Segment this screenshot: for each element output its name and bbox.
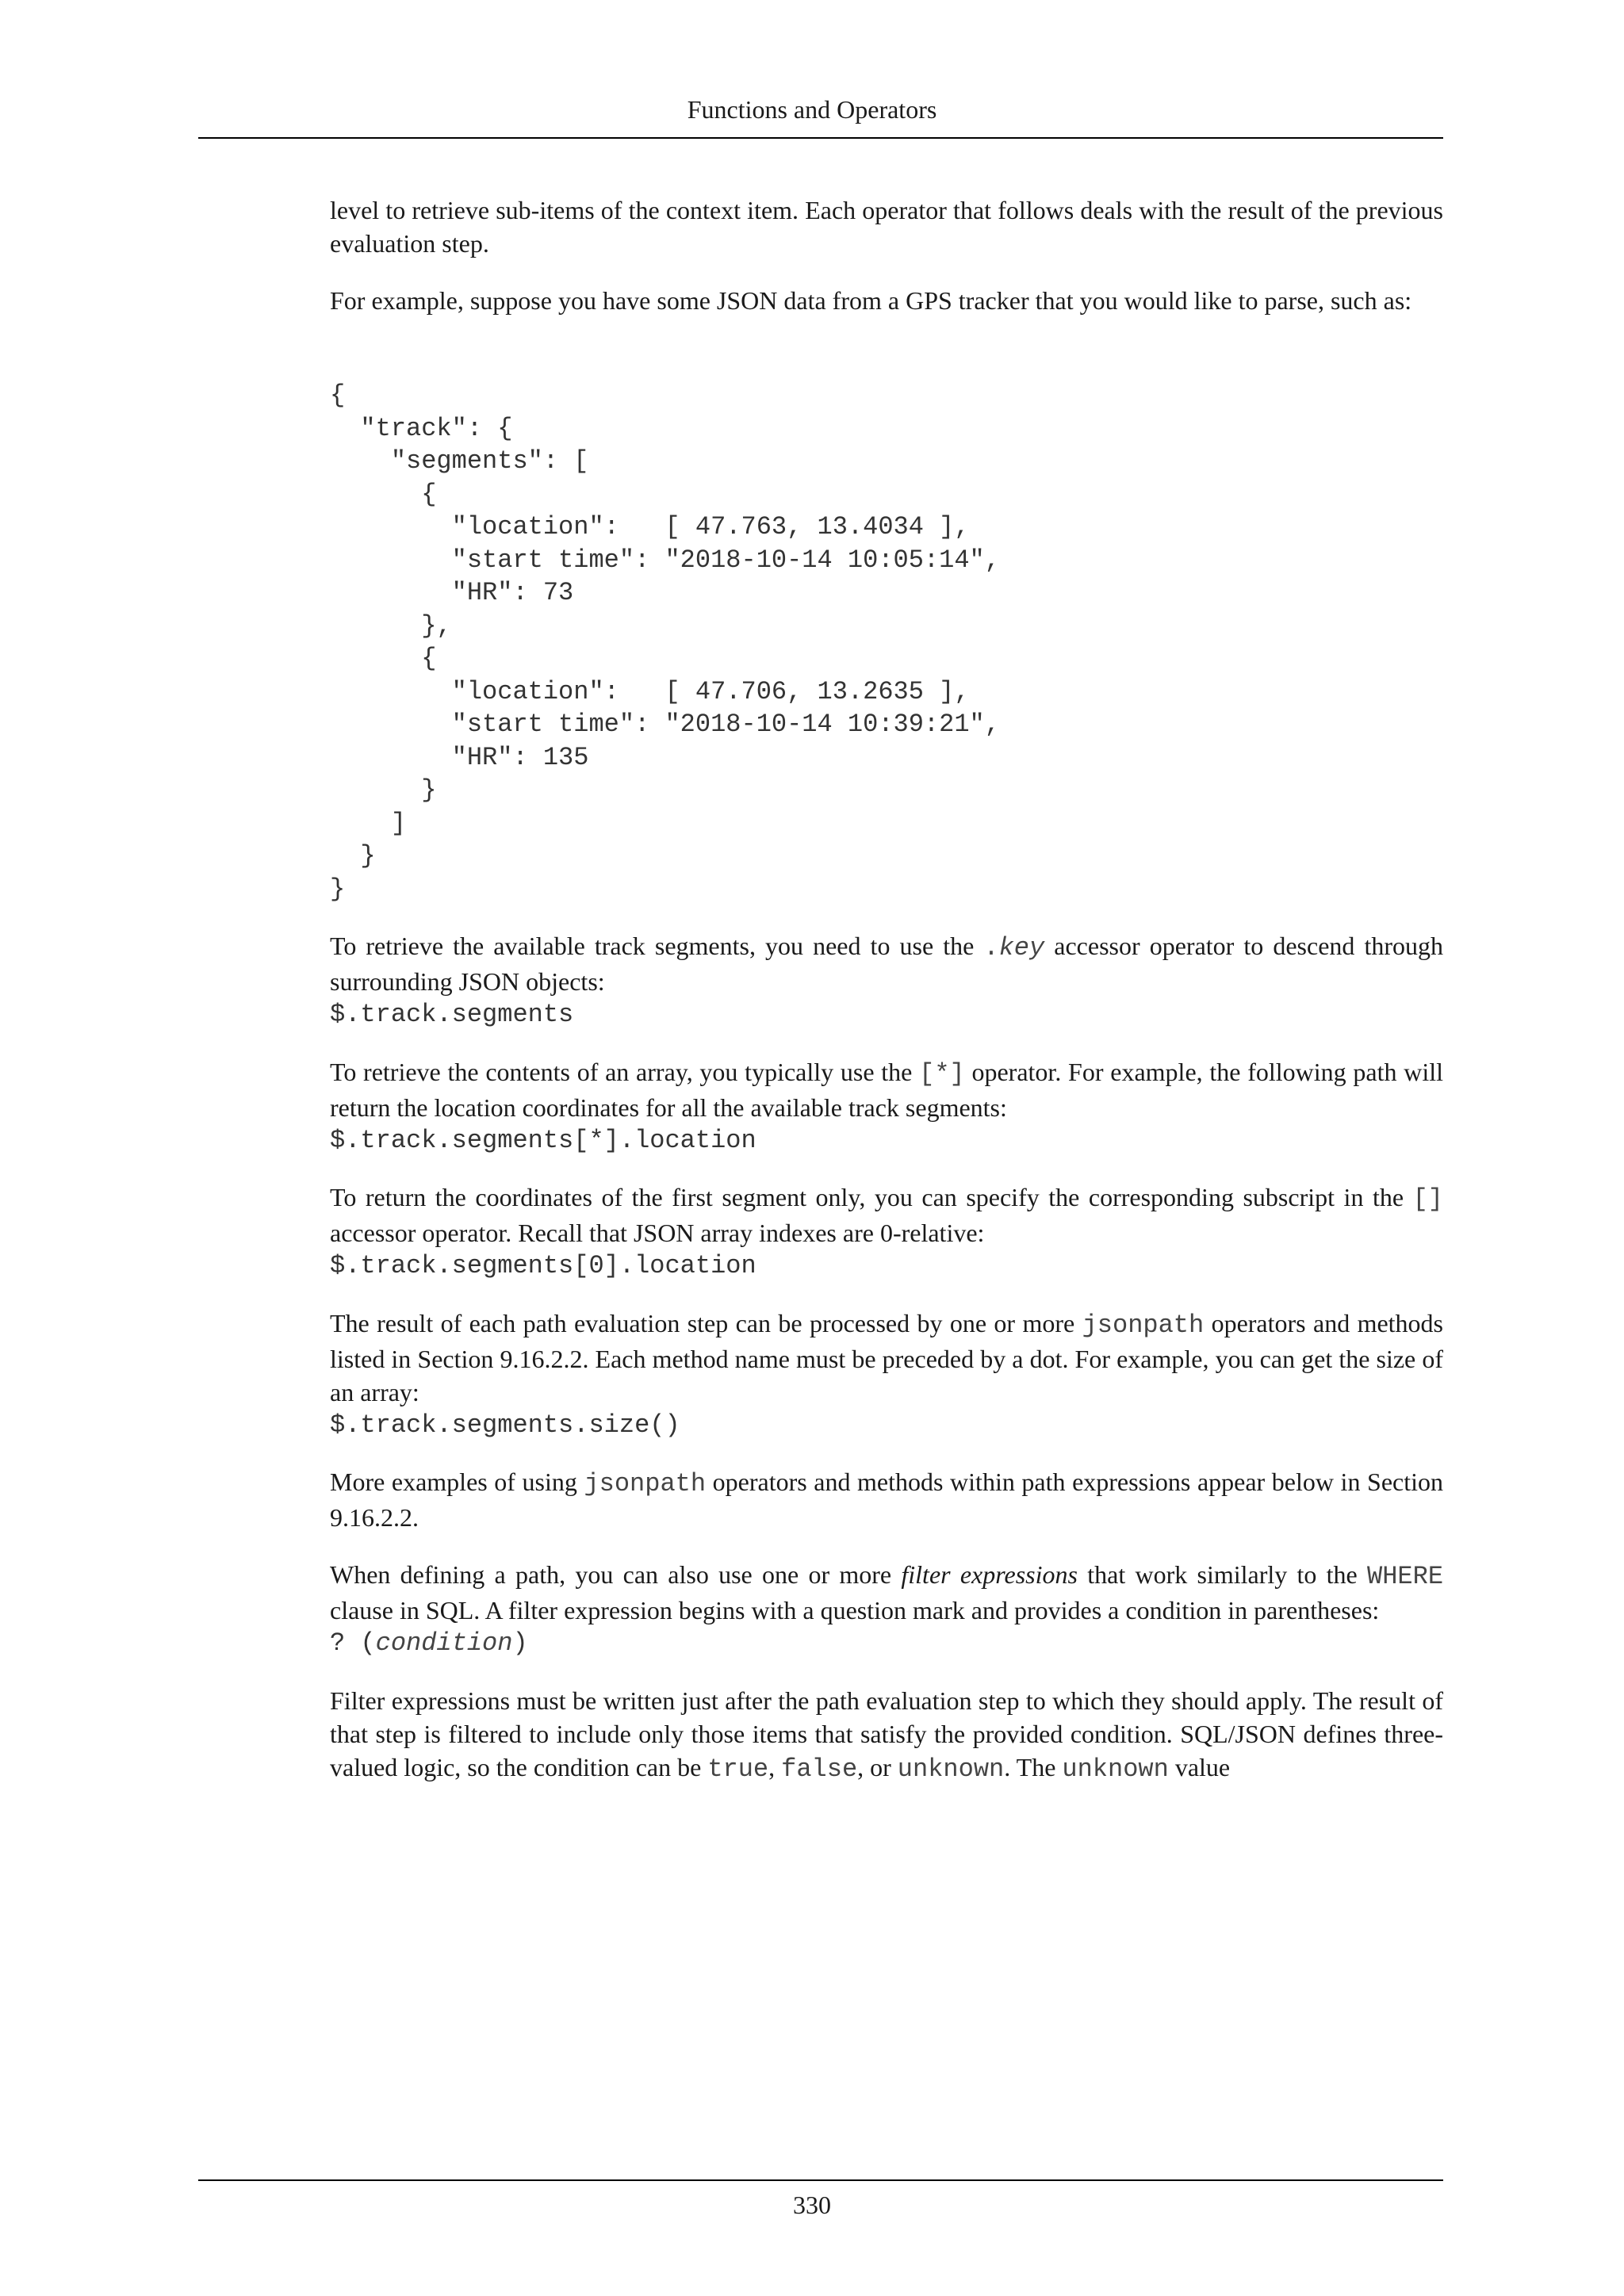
paragraph-text: level to retrieve sub-items of the context item. Each operator that follows deals with the result of the previous evaluation step. (330, 196, 1443, 258)
paragraph-text: Filter expressions must be written just after the path evaluation step to which they should apply. The result of that step is filtered to include only those items that satisfy the provided condition. SQL/JSON defines three-valued logic, so the condition can be (330, 1686, 1443, 1781)
paragraph-text: clause in SQL. A filter expression begins with a question mark and provides a condition in parentheses: (330, 1596, 1380, 1624)
inline-code-brackets: [] (1412, 1184, 1443, 1214)
inline-code-jsonpath: jsonpath (584, 1469, 707, 1498)
paragraph-three-valued-logic (330, 1684, 1443, 1786)
page-content (330, 193, 1443, 1786)
paragraph-text: accessor operator to descend through surrounding JSON objects: (330, 932, 1444, 996)
code-segments-size: $.track.segments.size() (330, 1410, 680, 1440)
inline-code-unknown: unknown (1062, 1754, 1169, 1784)
json-code-example: { "track": { "segments": [ { "location": [ 47.763, 13.4034 ], "start time": "2018-10-14 10:05:14", "HR": 73 }, { "location": [ 47.706, 13.2635 ], "start time": "2018-10-14 10:39:21", "HR": 135 } ] } } (330, 381, 1000, 904)
inline-code-jsonpath: jsonpath (1082, 1310, 1205, 1340)
code-first-segment-location: $.track.segments[0].location (330, 1251, 756, 1280)
paragraph-filter-expressions (330, 1558, 1443, 1627)
paragraph-text: , or (857, 1752, 898, 1781)
paragraph-text: For example, suppose you have some JSON data from a GPS tracker that you would like to parse, such as: (330, 286, 1412, 315)
paragraph-more-examples (330, 1465, 1443, 1534)
header-rule (198, 137, 1443, 139)
paragraph-text: value (1168, 1752, 1231, 1781)
paragraph-key-accessor (330, 929, 1443, 998)
inline-code-where: WHERE (1367, 1562, 1444, 1591)
page-number: 330 (793, 2191, 831, 2219)
paragraph-text: accessor operator. Recall that JSON array indexes are 0-relative: (330, 1219, 985, 1247)
paragraph-text: operator. For example, the following path will return the location coordinates for all the available track segments: (330, 1057, 1444, 1122)
inline-code-unknown: unknown (897, 1754, 1005, 1784)
code-condition-placeholder: condition (375, 1628, 513, 1658)
paragraph-text: that work similarly to the (1077, 1560, 1368, 1589)
term-filter-expressions: filter expressions (901, 1560, 1078, 1589)
paragraph-context-item (330, 193, 1443, 260)
running-header-title: Functions and Operators (687, 95, 937, 124)
inline-code-wildcard: [*] (919, 1058, 965, 1089)
code-segments-location: $.track.segments[*].location (330, 1125, 756, 1155)
code-track-segments: $.track.segments (330, 1000, 574, 1029)
inline-code-dot: . (983, 933, 999, 962)
paragraph-text: To return the coordinates of the first segment only, you can specify the corresponding subscript in the (330, 1183, 1413, 1211)
paragraph-text: To retrieve the available track segments, you need to use the (330, 932, 984, 960)
code-text: ) (512, 1628, 528, 1658)
paragraph-text: When defining a path, you can also use one or more (330, 1560, 902, 1589)
paragraph-text: . The (1004, 1752, 1063, 1781)
code-filter-condition (330, 1627, 1443, 1660)
code-text: ? ( (330, 1628, 376, 1658)
inline-code-key: key (998, 933, 1045, 962)
paragraph-text: The result of each path evaluation step can be processed by one or more (330, 1308, 1082, 1337)
footer-rule (198, 2179, 1443, 2181)
paragraph-methods (330, 1307, 1443, 1409)
paragraph-text: To retrieve the contents of an array, you typically use the (330, 1057, 920, 1086)
paragraph-first-segment (330, 1181, 1443, 1249)
paragraph-text: More examples of using (330, 1468, 584, 1496)
paragraph-gps-intro (330, 284, 1443, 317)
paragraph-text: , (768, 1752, 782, 1781)
inline-code-false: false (781, 1754, 858, 1784)
paragraph-text: operators and methods listed in Section 9.16.2.2. Each method name must be preceded by a dot. For example, you can get the size of an array: (330, 1308, 1444, 1406)
paragraph-array-contents (330, 1055, 1443, 1124)
inline-code-true: true (707, 1754, 769, 1784)
paragraph-text: operators and methods within path expressions appear below in Section 9.16.2.2. (330, 1468, 1443, 1532)
